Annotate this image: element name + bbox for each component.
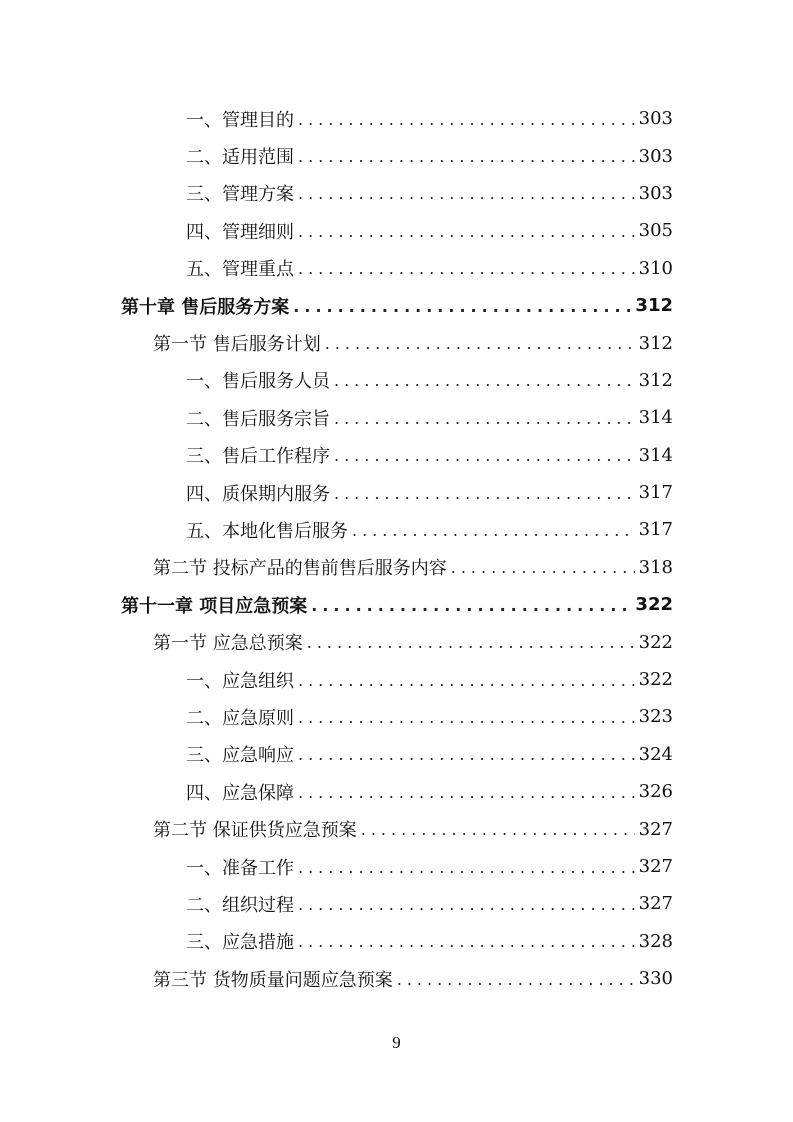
- toc-entry-item[interactable]: [0, 848, 793, 885]
- dot-leader: [352, 521, 635, 539]
- toc-entry-title: 第十章 售后服务方案: [121, 296, 290, 318]
- toc-entry-item[interactable]: [0, 100, 793, 137]
- toc-entry-page-number: 312: [638, 332, 673, 354]
- table-of-contents: [0, 100, 793, 997]
- dot-leader: [298, 110, 635, 128]
- dot-leader: [334, 371, 635, 389]
- toc-entry-page-number: 317: [638, 482, 673, 504]
- toc-entry-section[interactable]: [0, 623, 793, 660]
- toc-entry-title: 第一节 应急总预案: [153, 633, 303, 655]
- dot-leader: [334, 446, 635, 464]
- toc-entry-title: 二、适用范围: [186, 147, 294, 169]
- toc-entry-item[interactable]: [0, 773, 793, 810]
- dot-leader: [298, 783, 635, 801]
- toc-entry-page-number: 327: [638, 893, 673, 915]
- dot-leader: [298, 259, 635, 277]
- dot-leader: [293, 297, 631, 315]
- toc-entry-page-number: 303: [638, 108, 673, 130]
- toc-entry-page-number: 318: [638, 556, 673, 578]
- dot-leader: [361, 820, 635, 838]
- toc-entry-item[interactable]: [0, 923, 793, 960]
- toc-entry-item[interactable]: [0, 698, 793, 735]
- toc-entry-title: 四、管理细则: [186, 221, 294, 243]
- dot-leader: [298, 745, 635, 763]
- toc-entry-title: 二、售后服务宗旨: [186, 408, 330, 430]
- toc-entry-title: 三、应急响应: [186, 745, 294, 767]
- toc-entry-item[interactable]: [0, 661, 793, 698]
- toc-entry-title: 三、应急措施: [186, 932, 294, 954]
- toc-entry-chapter[interactable]: [0, 287, 793, 324]
- toc-entry-item[interactable]: [0, 250, 793, 287]
- toc-entry-item[interactable]: [0, 437, 793, 474]
- toc-entry-section[interactable]: [0, 960, 793, 997]
- toc-entry-page-number: 324: [638, 743, 673, 765]
- dot-leader: [298, 858, 635, 876]
- toc-entry-title: 第十一章 项目应急预案: [121, 595, 308, 617]
- toc-entry-page-number: 327: [638, 818, 673, 840]
- toc-entry-item[interactable]: [0, 175, 793, 212]
- toc-entry-item[interactable]: [0, 474, 793, 511]
- toc-entry-title: 二、组织过程: [186, 894, 294, 916]
- toc-entry-item[interactable]: [0, 736, 793, 773]
- dot-leader: [298, 147, 635, 165]
- toc-entry-title: 五、管理重点: [186, 259, 294, 281]
- toc-entry-item[interactable]: [0, 511, 793, 548]
- dot-leader: [298, 932, 635, 950]
- toc-entry-page-number: 322: [638, 669, 673, 691]
- dot-leader: [334, 484, 635, 502]
- dot-leader: [298, 184, 635, 202]
- dot-leader: [298, 222, 635, 240]
- toc-entry-item[interactable]: [0, 885, 793, 922]
- dot-leader: [451, 558, 635, 576]
- toc-entry-page-number: 314: [638, 407, 673, 429]
- toc-entry-title: 三、管理方案: [186, 184, 294, 206]
- toc-entry-page-number: 314: [638, 444, 673, 466]
- toc-entry-title: 五、本地化售后服务: [186, 520, 348, 542]
- toc-entry-page-number: 326: [638, 781, 673, 803]
- toc-entry-page-number: 305: [638, 220, 673, 242]
- toc-entry-section[interactable]: [0, 324, 793, 361]
- toc-entry-item[interactable]: [0, 399, 793, 436]
- toc-entry-title: 第三节 货物质量问题应急预案: [153, 969, 393, 991]
- toc-entry-title: 一、应急组织: [186, 670, 294, 692]
- toc-entry-title: 第二节 投标产品的售前售后服务内容: [153, 558, 447, 580]
- page-number: 9: [392, 1033, 401, 1052]
- toc-entry-title: 一、管理目的: [186, 109, 294, 131]
- toc-entry-page-number: 322: [635, 594, 673, 616]
- toc-entry-title: 二、应急原则: [186, 707, 294, 729]
- toc-entry-section[interactable]: [0, 549, 793, 586]
- toc-entry-page-number: 323: [638, 706, 673, 728]
- dot-leader: [325, 334, 635, 352]
- toc-entry-item[interactable]: [0, 137, 793, 174]
- toc-entry-title: 三、售后工作程序: [186, 446, 330, 468]
- dot-leader: [298, 895, 635, 913]
- toc-entry-title: 一、售后服务人员: [186, 371, 330, 393]
- dot-leader: [311, 596, 631, 614]
- toc-entry-page-number: 327: [638, 856, 673, 877]
- toc-entry-chapter[interactable]: [0, 586, 793, 623]
- dot-leader: [334, 409, 635, 427]
- toc-entry-title: 第一节 售后服务计划: [153, 334, 321, 356]
- toc-entry-page-number: 330: [638, 968, 673, 990]
- dot-leader: [397, 970, 635, 988]
- toc-entry-page-number: 303: [638, 145, 673, 167]
- toc-entry-title: 第二节 保证供货应急预案: [153, 820, 357, 842]
- toc-entry-title: 四、应急保障: [186, 782, 294, 804]
- toc-entry-page-number: 312: [635, 295, 673, 317]
- toc-entry-title: 一、准备工作: [186, 857, 294, 879]
- toc-entry-page-number: 317: [638, 519, 673, 541]
- toc-entry-page-number: 328: [638, 930, 673, 952]
- toc-entry-item[interactable]: [0, 362, 793, 399]
- toc-entry-section[interactable]: [0, 810, 793, 847]
- toc-entry-page-number: 312: [638, 369, 673, 391]
- dot-leader: [307, 633, 635, 651]
- toc-entry-page-number: 322: [638, 631, 673, 653]
- toc-entry-title: 四、质保期内服务: [186, 483, 330, 505]
- dot-leader: [298, 671, 635, 689]
- toc-entry-page-number: 303: [638, 182, 673, 204]
- toc-entry-item[interactable]: [0, 212, 793, 249]
- toc-entry-page-number: 310: [638, 257, 673, 279]
- dot-leader: [298, 708, 635, 726]
